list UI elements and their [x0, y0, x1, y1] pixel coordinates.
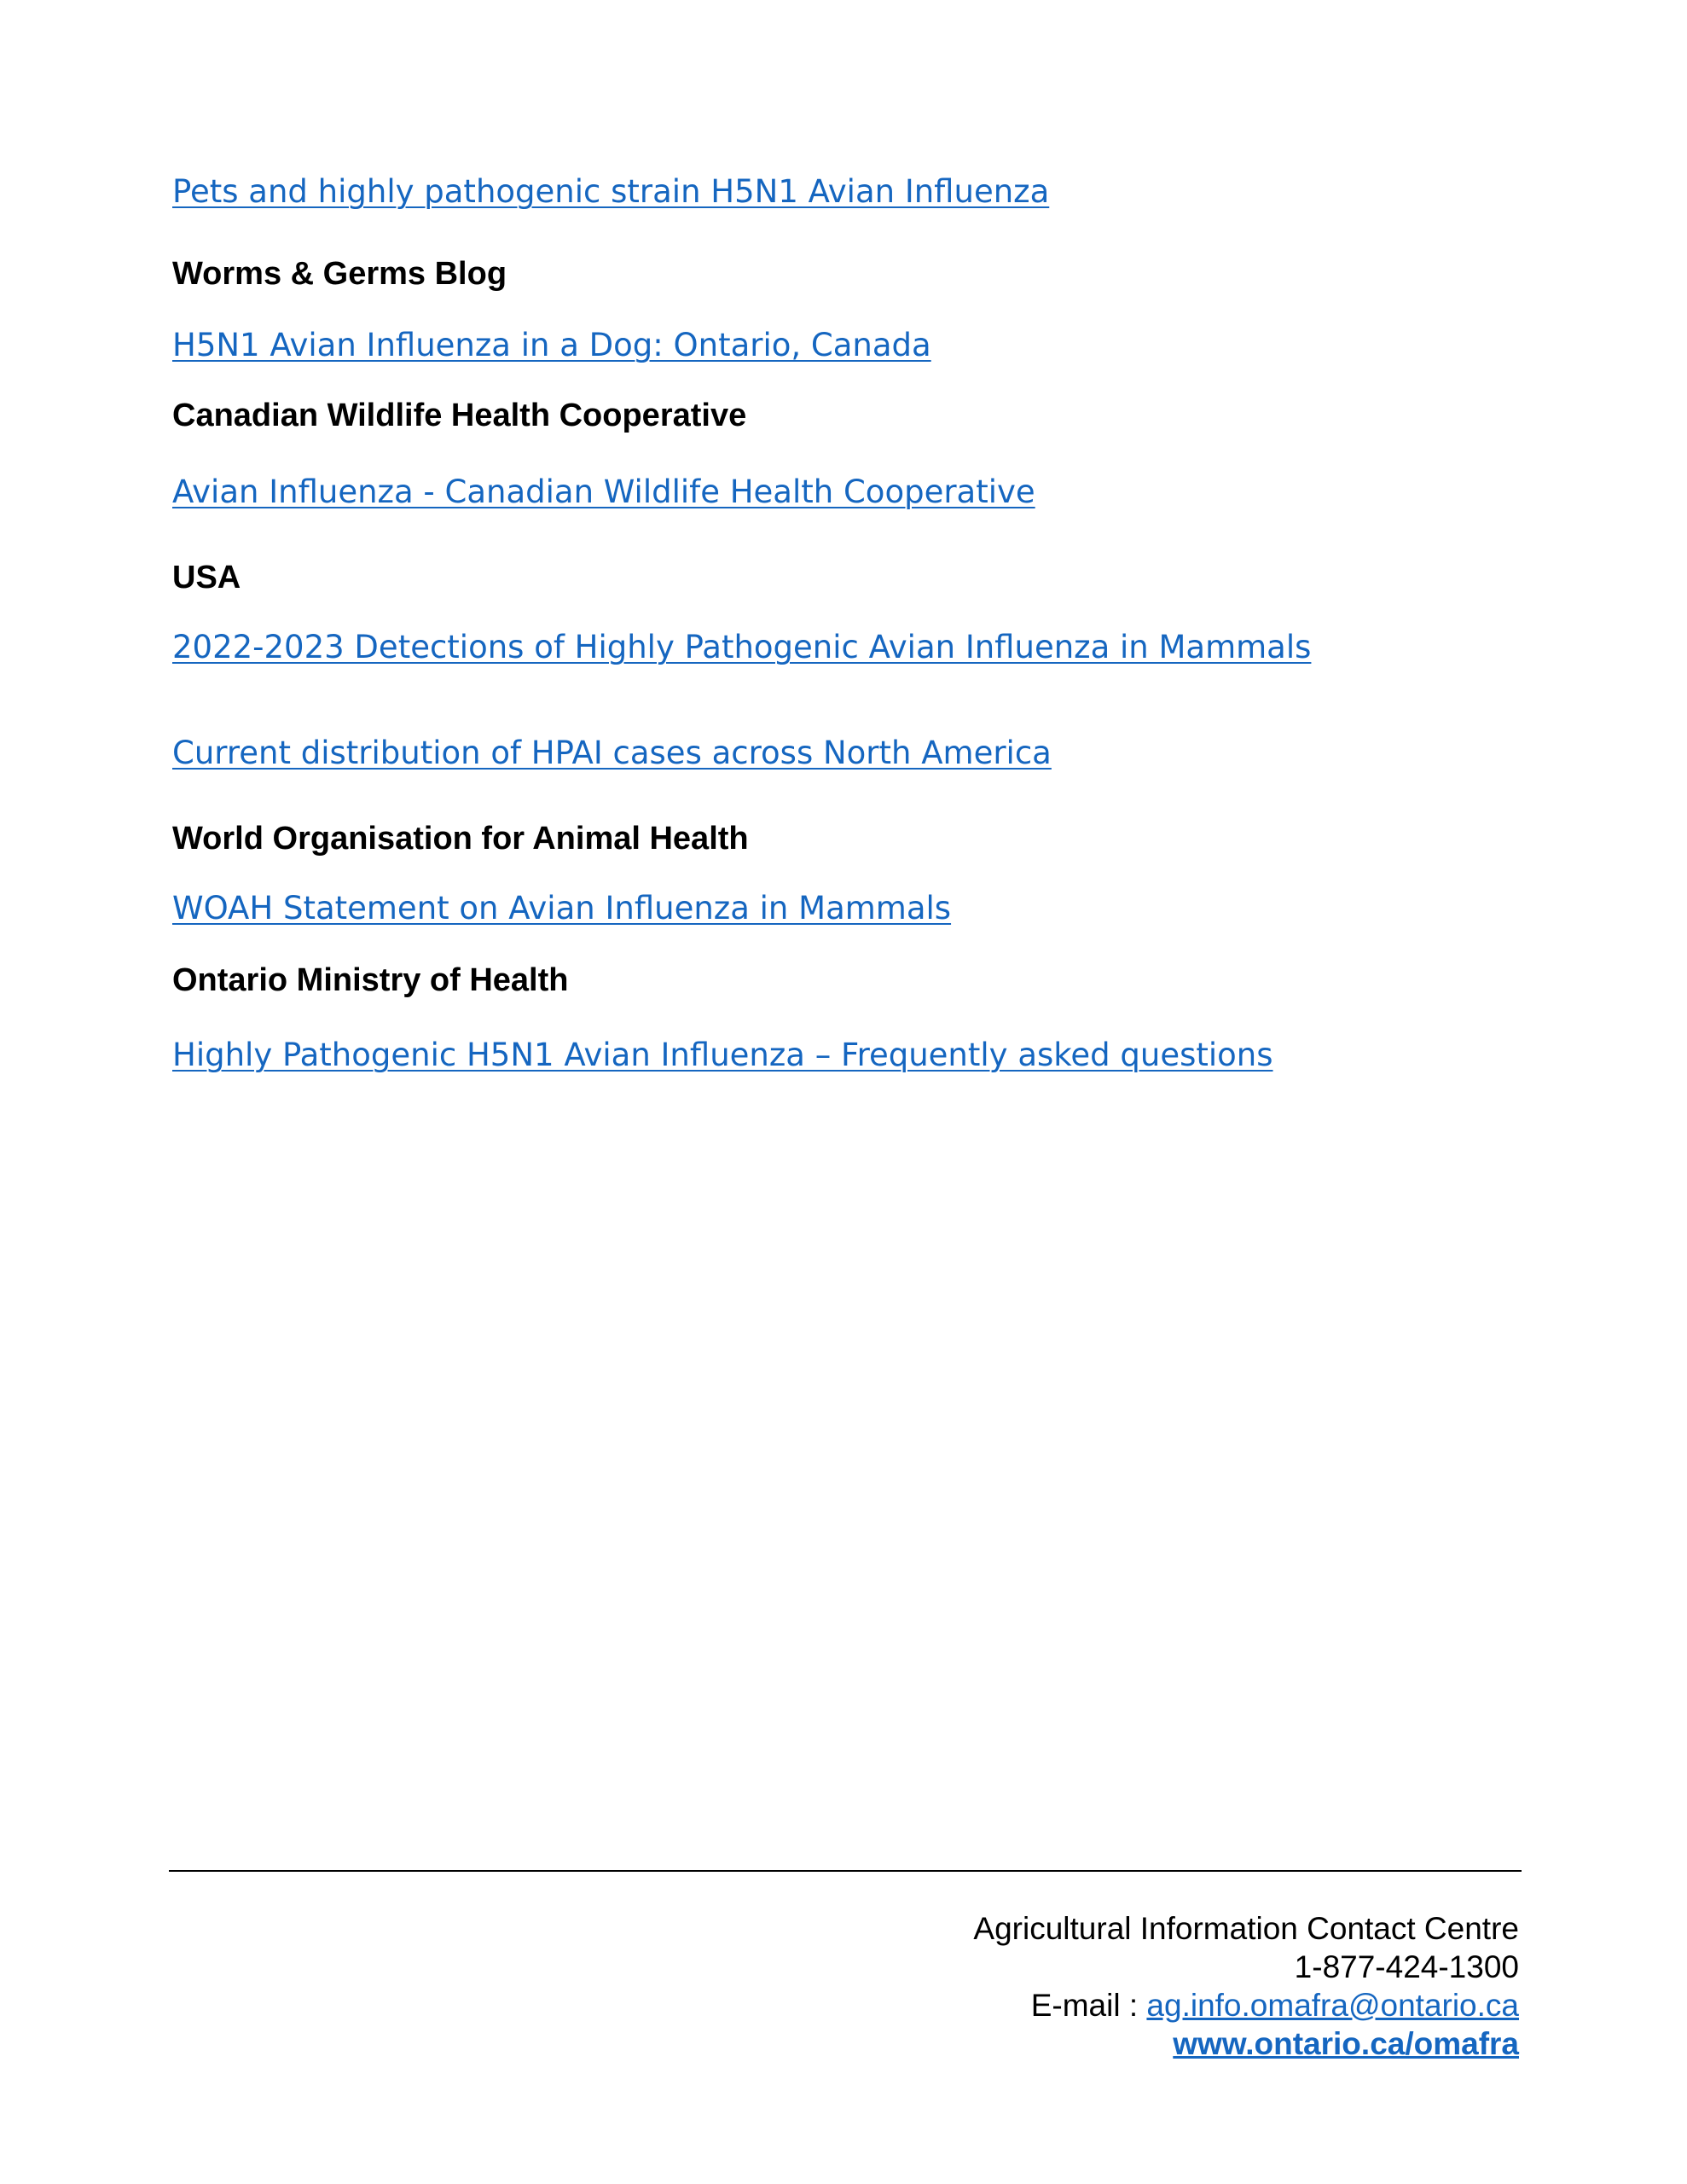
footer-divider [169, 1870, 1522, 1872]
heading-usa: USA [172, 560, 241, 595]
link-woah-statement[interactable]: WOAH Statement on Avian Influenza in Mammals [172, 890, 952, 926]
contact-centre-name: Agricultural Information Contact Centre [973, 1911, 1519, 1946]
heading-world-organisation-animal-health: World Organisation for Animal Health [172, 821, 749, 857]
link-hpai-distribution[interactable]: Current distribution of HPAI cases across North America [172, 735, 1052, 771]
link-avian-influenza-cwhc[interactable]: Avian Influenza - Canadian Wildlife Health Cooperative [172, 473, 1035, 510]
link-h5n1-faq[interactable]: Highly Pathogenic H5N1 Avian Influenza – Frequently asked questions [172, 1037, 1273, 1073]
website-link[interactable]: www.ontario.ca/omafra [1173, 2026, 1519, 2061]
heading-canadian-wildlife-health-cooperative: Canadian Wildlife Health Cooperative [172, 398, 747, 433]
link-pets-h5n1[interactable]: Pets and highly pathogenic strain H5N1 Avian Influenza [172, 173, 1050, 210]
contact-email-line [973, 1986, 1519, 2024]
contact-phone: 1-877-424-1300 [1294, 1949, 1519, 1984]
heading-ontario-ministry-of-health: Ontario Ministry of Health [172, 962, 569, 998]
link-h5n1-dog-ontario[interactable]: H5N1 Avian Influenza in a Dog: Ontario, Canada [172, 327, 931, 363]
website-line [973, 2024, 1519, 2063]
link-detections-mammals[interactable]: 2022-2023 Detections of Highly Pathogenic Avian Influenza in Mammals [172, 629, 1312, 665]
footer-contact [973, 1909, 1519, 2063]
email-label: E-mail : [1030, 1988, 1147, 2023]
heading-worms-germs-blog: Worms & Germs Blog [172, 256, 507, 292]
email-link[interactable]: ag.info.omafra@ontario.ca [1146, 1988, 1519, 2023]
